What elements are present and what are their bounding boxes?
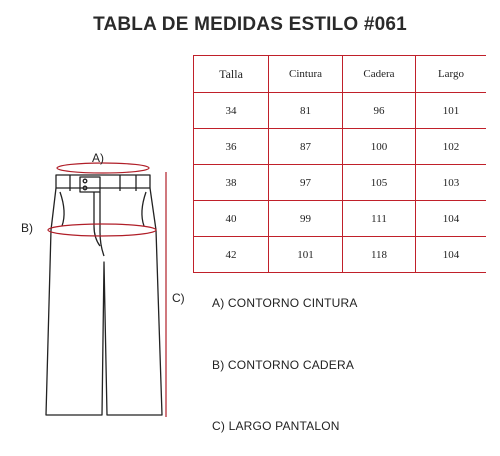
label-c: C) bbox=[172, 291, 185, 305]
table-cell: 101 bbox=[416, 93, 487, 129]
hip-measure bbox=[21, 221, 156, 236]
table-cell: 87 bbox=[269, 129, 343, 165]
table-cell: 118 bbox=[343, 237, 416, 273]
header-talla: Talla bbox=[194, 56, 269, 93]
table-cell: 34 bbox=[194, 93, 269, 129]
table-cell: 40 bbox=[194, 201, 269, 237]
table-cell: 96 bbox=[343, 93, 416, 129]
pants-diagram bbox=[0, 140, 200, 430]
legend-waist: A) CONTORNO CINTURA bbox=[212, 296, 358, 310]
table-cell: 103 bbox=[416, 165, 487, 201]
table-row bbox=[194, 93, 487, 129]
legend-hip: B) CONTORNO CADERA bbox=[212, 358, 355, 372]
table-row bbox=[194, 201, 487, 237]
table-cell: 42 bbox=[194, 237, 269, 273]
page-title: TABLA DE MEDIDAS ESTILO #061 bbox=[93, 14, 407, 35]
table-cell: 99 bbox=[269, 201, 343, 237]
pants-icon bbox=[46, 175, 162, 415]
length-measure bbox=[166, 172, 185, 417]
label-b: B) bbox=[21, 221, 33, 235]
label-a: A) bbox=[92, 151, 104, 165]
size-table bbox=[193, 55, 486, 273]
table-cell: 102 bbox=[416, 129, 487, 165]
table-cell: 81 bbox=[269, 93, 343, 129]
table-row bbox=[194, 129, 487, 165]
header-largo: Largo bbox=[416, 56, 487, 93]
table-cell: 101 bbox=[269, 237, 343, 273]
header-cintura: Cintura bbox=[269, 56, 343, 93]
table-cell: 100 bbox=[343, 129, 416, 165]
table-cell: 97 bbox=[269, 165, 343, 201]
header-cadera: Cadera bbox=[343, 56, 416, 93]
table-cell: 104 bbox=[416, 237, 487, 273]
table-header-row bbox=[194, 56, 487, 93]
waist-measure bbox=[57, 151, 149, 173]
legend-length: C) LARGO PANTALON bbox=[212, 419, 340, 433]
table-cell: 38 bbox=[194, 165, 269, 201]
table-row bbox=[194, 237, 487, 273]
table-cell: 36 bbox=[194, 129, 269, 165]
table-cell: 104 bbox=[416, 201, 487, 237]
table-row bbox=[194, 165, 487, 201]
table-cell: 111 bbox=[343, 201, 416, 237]
table-cell: 105 bbox=[343, 165, 416, 201]
